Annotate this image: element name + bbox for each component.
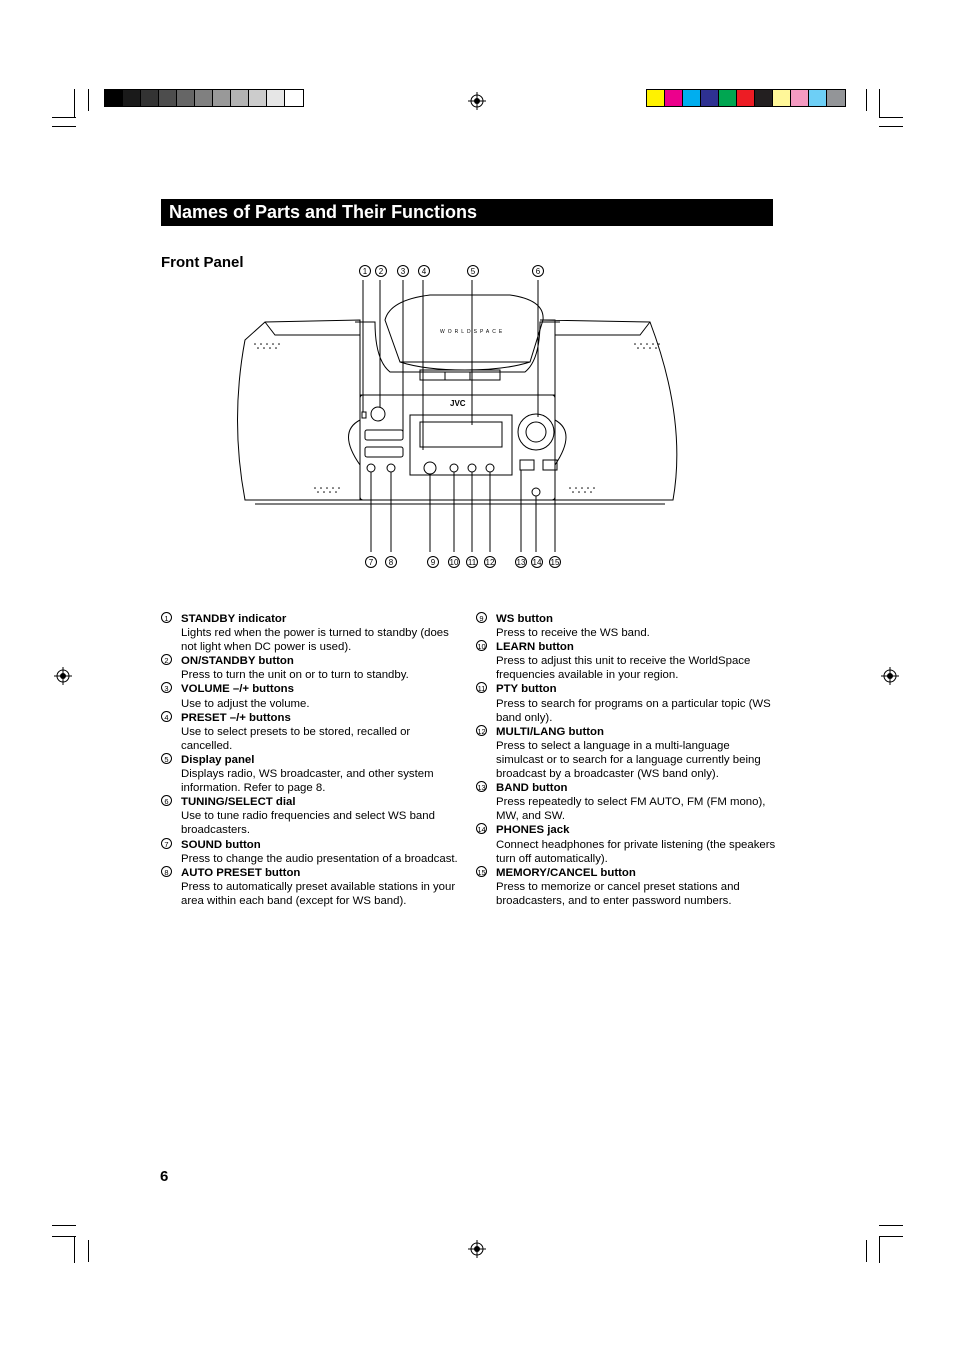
part-title: SOUND button	[181, 838, 261, 851]
front-panel-illustration	[225, 260, 695, 580]
gray-swatch	[195, 90, 213, 106]
part-item	[161, 866, 461, 908]
callout-number: 11	[467, 558, 477, 567]
part-item	[161, 711, 461, 753]
part-description: Press to search for programs on a particular topic (WS band only).	[496, 697, 771, 724]
page-title: Names of Parts and Their Functions	[161, 199, 773, 226]
color-swatch	[791, 90, 809, 106]
part-number: 7	[161, 838, 181, 866]
part-item	[161, 682, 461, 710]
callout-number: 2	[375, 265, 387, 277]
part-title: PRESET –/+ buttons	[181, 711, 291, 724]
brand-logo: JVC	[450, 399, 466, 408]
color-swatch	[827, 90, 845, 106]
registration-mark-icon	[468, 1240, 486, 1258]
part-title: WS button	[496, 613, 553, 625]
color-calibration-bar	[646, 89, 846, 107]
part-number: 13	[477, 783, 486, 793]
part-description: Use to adjust the volume.	[181, 697, 310, 710]
display-logo: WORLDSPACE	[440, 329, 506, 335]
part-description: Press to select a language in a multi-language simulcast or to search for a language currently being broadcast by a broadcaster (WS band only).	[496, 739, 761, 781]
registration-mark-icon	[54, 667, 72, 685]
gray-swatch	[231, 90, 249, 106]
part-item	[161, 612, 461, 654]
callout-number: 14	[532, 558, 542, 567]
part-description: Press to automatically preset available stations in your area within each band (except for WS band).	[181, 880, 456, 907]
parts-list-left	[161, 612, 461, 908]
callout-number: 9	[427, 556, 439, 568]
part-number: 11	[477, 684, 486, 694]
color-swatch	[647, 90, 665, 106]
grayscale-calibration-bar	[104, 89, 304, 107]
part-description: Press to adjust this unit to receive the WorldSpace frequencies available in your region.	[496, 655, 751, 682]
part-item	[476, 612, 776, 640]
part-description: Use to tune radio frequencies and select WS band broadcasters.	[181, 810, 435, 837]
part-title: AUTO PRESET button	[181, 866, 301, 879]
callout-number: 12	[485, 558, 495, 567]
part-number: 14	[477, 825, 486, 835]
color-swatch	[665, 90, 683, 106]
registration-mark-icon	[468, 92, 486, 110]
color-swatch	[719, 90, 737, 106]
part-item	[161, 753, 461, 795]
callout-number: 10	[449, 558, 459, 567]
part-number: 2	[161, 654, 181, 682]
part-item	[476, 725, 776, 781]
parts-list-right	[476, 612, 776, 908]
callout-number: 7	[365, 556, 377, 568]
part-description: Connect headphones for private listening (the speakers turn off automatically).	[496, 838, 776, 865]
color-swatch	[755, 90, 773, 106]
part-title: ON/STANDBY button	[181, 655, 294, 668]
callout-number: 15	[550, 558, 560, 567]
part-description: Use to select presets to be stored, recalled or cancelled.	[181, 725, 411, 752]
part-description: Lights red when the power is turned to standby (does not light when DC power is used).	[181, 627, 449, 654]
part-number: 9	[476, 612, 496, 640]
part-title: PHONES jack	[496, 824, 570, 837]
callout-number: 4	[418, 265, 430, 277]
part-number: 8	[161, 866, 181, 908]
part-number: 6	[161, 795, 181, 837]
part-title: BAND button	[496, 782, 568, 795]
section-heading: Front Panel	[161, 254, 244, 271]
gray-swatch	[105, 90, 123, 106]
part-description: Press to turn the unit on or to turn to standby.	[181, 669, 409, 682]
part-description: Displays radio, WS broadcaster, and other system information. Refer to page 8.	[181, 768, 434, 795]
part-title: TUNING/SELECT dial	[181, 796, 296, 809]
part-item	[476, 823, 776, 865]
part-number: 3	[161, 682, 181, 710]
part-item	[161, 795, 461, 837]
part-title: PTY button	[496, 683, 557, 696]
part-item	[476, 682, 776, 724]
part-description: Press to receive the WS band.	[496, 627, 650, 640]
gray-swatch	[249, 90, 267, 106]
callout-number: 8	[385, 556, 397, 568]
gray-swatch	[141, 90, 159, 106]
part-title: LEARN button	[496, 641, 574, 654]
registration-mark-icon	[881, 667, 899, 685]
gray-swatch	[267, 90, 285, 106]
part-item	[161, 654, 461, 682]
color-swatch	[737, 90, 755, 106]
callout-number: 6	[532, 265, 544, 277]
gray-swatch	[213, 90, 231, 106]
gray-swatch	[123, 90, 141, 106]
page-number: 6	[160, 1168, 169, 1185]
part-title: MULTI/LANG button	[496, 725, 604, 738]
part-item	[476, 781, 776, 823]
gray-swatch	[159, 90, 177, 106]
part-title: VOLUME –/+ buttons	[181, 683, 294, 696]
color-swatch	[809, 90, 827, 106]
color-swatch	[773, 90, 791, 106]
part-item	[476, 866, 776, 908]
callout-number: 5	[467, 265, 479, 277]
part-number: 15	[477, 867, 486, 877]
gray-swatch	[285, 90, 303, 106]
part-number: 12	[477, 726, 486, 736]
callout-number: 1	[359, 265, 371, 277]
part-description: Press to memorize or cancel preset stations and broadcasters, and to enter password numbers.	[496, 880, 740, 907]
part-item	[476, 640, 776, 682]
part-title: MEMORY/CANCEL button	[496, 866, 636, 879]
part-number: 1	[161, 612, 181, 654]
part-title: STANDBY indicator	[181, 613, 287, 625]
gray-swatch	[177, 90, 195, 106]
part-description: Press repeatedly to select FM AUTO, FM (FM mono), MW, and SW.	[496, 796, 766, 823]
part-title: Display panel	[181, 753, 255, 766]
callout-number: 3	[397, 265, 409, 277]
color-swatch	[683, 90, 701, 106]
color-swatch	[701, 90, 719, 106]
part-description: Press to change the audio presentation of a broadcast.	[181, 852, 458, 865]
part-item	[161, 838, 461, 866]
part-number: 10	[477, 642, 486, 652]
callout-number: 13	[516, 558, 526, 567]
part-number: 5	[161, 753, 181, 795]
part-number: 4	[161, 711, 181, 753]
